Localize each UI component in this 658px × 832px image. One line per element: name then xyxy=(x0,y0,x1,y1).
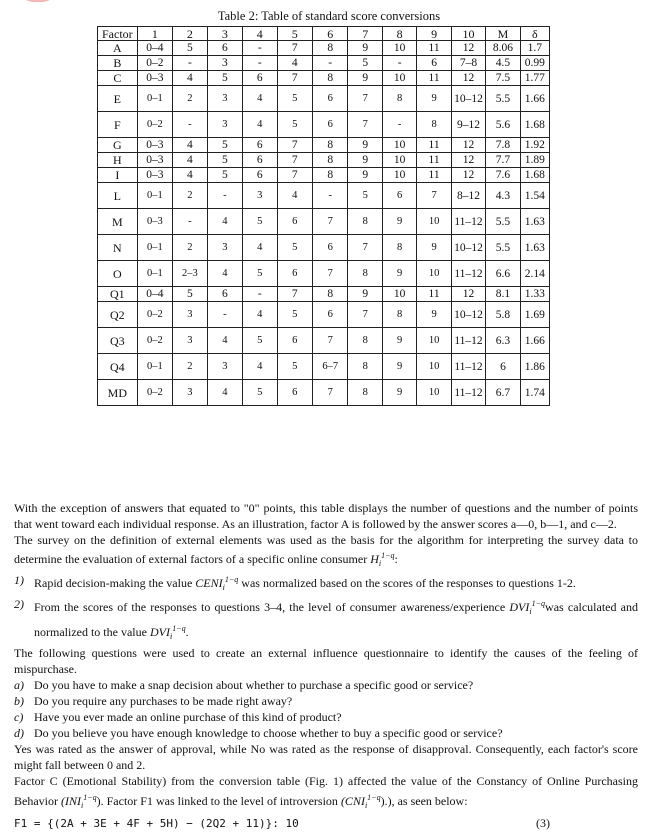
score-cell: 5 xyxy=(348,183,382,209)
score-cell: 9 xyxy=(382,380,416,406)
score-cell: 7 xyxy=(277,41,312,56)
score-cell: 8 xyxy=(312,287,347,302)
score-cell: 6 xyxy=(243,138,277,153)
score-cell: 2 xyxy=(173,86,207,112)
page-corner-decoration xyxy=(18,0,58,2)
score-cell: 11–12 xyxy=(451,380,485,406)
score-cell: 6 xyxy=(243,71,277,86)
score-cell: 5 xyxy=(277,235,312,261)
score-cell: 1.63 xyxy=(520,209,549,235)
score-cell: 7 xyxy=(348,86,382,112)
table-header-cell: 6 xyxy=(312,27,347,41)
table-header-cell: 2 xyxy=(173,27,207,41)
factor-cell: L xyxy=(98,183,138,209)
score-cell: 3 xyxy=(173,380,207,406)
score-cell: 5 xyxy=(348,56,382,71)
score-cell: 0–1 xyxy=(137,235,172,261)
score-cell: 0–2 xyxy=(137,56,172,71)
score-cell: 7 xyxy=(348,235,382,261)
score-cell: 6 xyxy=(382,183,416,209)
factor-cell: A xyxy=(98,41,138,56)
score-cell: 5.6 xyxy=(486,112,520,138)
score-cell: 5 xyxy=(243,328,277,354)
factor-cell: MD xyxy=(98,380,138,406)
score-cell: 5 xyxy=(207,71,242,86)
list-item-1: 1) Rapid decision-making the value $CENI_i^{1-q}$ was normalized based on the scores of the responses to questions 1-2. xyxy=(14,573,576,593)
table-row xyxy=(98,354,550,380)
score-cell: 7 xyxy=(312,380,347,406)
table-header-cell: 5 xyxy=(277,27,312,41)
score-cell: 8.06 xyxy=(486,41,520,56)
score-cell: 1.33 xyxy=(520,287,549,302)
score-cell: 9 xyxy=(382,261,416,287)
score-cell: 7 xyxy=(277,138,312,153)
score-cell: 11 xyxy=(417,287,451,302)
score-cell: 2 xyxy=(173,183,207,209)
score-cell: - xyxy=(243,287,277,302)
factor-cell: B xyxy=(98,56,138,71)
score-cell: 0–2 xyxy=(137,112,172,138)
score-cell: 10–12 xyxy=(451,302,485,328)
score-cell: 11 xyxy=(417,41,451,56)
score-cell: 5 xyxy=(207,153,242,168)
score-cell: 12 xyxy=(451,287,485,302)
score-cell: 4 xyxy=(243,112,277,138)
score-cell: 0–3 xyxy=(137,71,172,86)
score-cell: 12 xyxy=(451,138,485,153)
score-cell: 7 xyxy=(312,261,347,287)
table-row xyxy=(98,380,550,406)
score-cell: 9 xyxy=(348,41,382,56)
score-cell: 4 xyxy=(243,235,277,261)
score-cell: 6.3 xyxy=(486,328,520,354)
score-cell: 8 xyxy=(382,86,416,112)
score-cell: 4 xyxy=(277,56,312,71)
score-cell: 9 xyxy=(348,153,382,168)
score-cell: 0–2 xyxy=(137,328,172,354)
score-cell: 8 xyxy=(348,261,382,287)
score-cell: 9 xyxy=(382,354,416,380)
table-caption: Table 2: Table of standard score conversions xyxy=(217,9,441,23)
score-cell: 7 xyxy=(312,328,347,354)
score-cell: 1.69 xyxy=(520,302,549,328)
score-cell: 6 xyxy=(277,209,312,235)
score-cell: 5.5 xyxy=(486,209,520,235)
question-c: c) Have you ever made an online purchase of this kind of product? xyxy=(14,710,342,725)
formula-line xyxy=(14,815,638,832)
score-cell: 4 xyxy=(173,153,207,168)
table-row xyxy=(98,302,550,328)
score-cell: 10 xyxy=(417,380,451,406)
factor-cell: H xyxy=(98,153,138,168)
score-cell: 6 xyxy=(312,86,347,112)
score-cell: 4 xyxy=(207,328,242,354)
score-cell: 6–7 xyxy=(312,354,347,380)
score-cell: 0–3 xyxy=(137,153,172,168)
score-cell: 7 xyxy=(277,153,312,168)
score-cell: 11–12 xyxy=(451,354,485,380)
factor-cell: O xyxy=(98,261,138,287)
table-header-cell: 3 xyxy=(207,27,242,41)
score-cell: 3 xyxy=(207,354,242,380)
score-cell: 1.89 xyxy=(520,153,549,168)
score-cell: 9 xyxy=(348,138,382,153)
score-cell: 6 xyxy=(417,56,451,71)
score-cell: 11–12 xyxy=(451,261,485,287)
score-cell: 1.66 xyxy=(520,86,549,112)
score-cell: 7 xyxy=(277,168,312,183)
paragraph-scoring: Yes was rated as the answer of approval, while No was rated as the response of disapproval. Consequently, each factor's score might fall between 0 and 2. xyxy=(14,742,638,773)
score-cell: 2 xyxy=(173,354,207,380)
score-cell: 8 xyxy=(348,354,382,380)
score-cell: 5.5 xyxy=(486,86,520,112)
score-cell: 6 xyxy=(486,354,520,380)
table-row xyxy=(98,71,550,86)
score-cell: 0–4 xyxy=(137,287,172,302)
symbol-h-sup: 1−q xyxy=(381,551,395,561)
score-cell: 8 xyxy=(382,302,416,328)
score-cell: 10 xyxy=(417,354,451,380)
score-cell: 4 xyxy=(243,354,277,380)
score-cell: 6.6 xyxy=(486,261,520,287)
score-cell: 6 xyxy=(277,261,312,287)
score-cell: 5 xyxy=(277,112,312,138)
factor-cell: E xyxy=(98,86,138,112)
score-cell: 8–12 xyxy=(451,183,485,209)
score-cell: 10 xyxy=(417,328,451,354)
score-cell: 5 xyxy=(243,209,277,235)
table-header-cell: 10 xyxy=(451,27,485,41)
score-cell: 0–2 xyxy=(137,380,172,406)
score-cell: 5 xyxy=(277,302,312,328)
score-cell: 3 xyxy=(173,302,207,328)
score-cell: 3 xyxy=(207,112,242,138)
table-row xyxy=(98,287,550,302)
table-row xyxy=(98,41,550,56)
score-cell: 6 xyxy=(207,41,242,56)
score-cell: 6 xyxy=(207,287,242,302)
table-row xyxy=(98,209,550,235)
score-cell: 10–12 xyxy=(451,235,485,261)
score-cell: - xyxy=(312,56,347,71)
score-cell: 1.66 xyxy=(520,328,549,354)
score-cell: 0–1 xyxy=(137,354,172,380)
score-cell: 5 xyxy=(277,86,312,112)
score-conversion-table xyxy=(97,26,550,406)
table-row xyxy=(98,153,550,168)
score-cell: 7 xyxy=(277,71,312,86)
score-cell: 12 xyxy=(451,41,485,56)
score-cell: 2–3 xyxy=(173,261,207,287)
table-header-cell: M xyxy=(486,27,520,41)
score-cell: 7 xyxy=(277,287,312,302)
score-cell: 0–4 xyxy=(137,41,172,56)
score-cell: 9 xyxy=(417,235,451,261)
score-cell: 0.99 xyxy=(520,56,549,71)
score-cell: 7 xyxy=(417,183,451,209)
table-header-cell: 1 xyxy=(137,27,172,41)
score-cell: 1.86 xyxy=(520,354,549,380)
score-cell: 9 xyxy=(348,287,382,302)
score-cell: 5 xyxy=(207,138,242,153)
table-row xyxy=(98,138,550,153)
score-cell: 5.5 xyxy=(486,235,520,261)
score-cell: 11 xyxy=(417,168,451,183)
factor-cell: N xyxy=(98,235,138,261)
table-row xyxy=(98,112,550,138)
factor-cell: M xyxy=(98,209,138,235)
score-cell: 1.63 xyxy=(520,235,549,261)
score-cell: 7.5 xyxy=(486,71,520,86)
score-cell: 5 xyxy=(173,287,207,302)
score-cell: 10 xyxy=(417,209,451,235)
score-cell: - xyxy=(173,56,207,71)
score-cell: 10 xyxy=(417,261,451,287)
score-cell: 8.1 xyxy=(486,287,520,302)
score-cell: 8 xyxy=(348,328,382,354)
score-cell: 3 xyxy=(173,328,207,354)
score-cell: - xyxy=(243,41,277,56)
factor-cell: F xyxy=(98,112,138,138)
paragraph-table-explanation: With the exception of answers that equated to "0" points, this table displays the number of questions and the number of points that went toward each individual response. As an illustration, factor A is followed by the answer scores a—0, b—1, and c—2. xyxy=(14,501,638,532)
formula-f1: F1 = {(2A + 3E + 4F + 5H) − (2Q2 + 11)}: 10 xyxy=(14,816,299,830)
score-cell: 11–12 xyxy=(451,328,485,354)
table-row xyxy=(98,168,550,183)
score-cell: 4 xyxy=(207,261,242,287)
score-cell: 6 xyxy=(243,153,277,168)
score-cell: 4 xyxy=(173,71,207,86)
score-cell: 2.14 xyxy=(520,261,549,287)
table-row xyxy=(98,56,550,71)
score-cell: 0–1 xyxy=(137,86,172,112)
table-row xyxy=(98,235,550,261)
table-row xyxy=(98,261,550,287)
formula-number: (3) xyxy=(536,815,550,830)
paragraph-questionnaire: The following questions were used to create an external influence questionnaire to identify the causes of the feeling of mispurchase. xyxy=(14,645,638,676)
score-cell: 5.8 xyxy=(486,302,520,328)
score-cell: 2 xyxy=(173,235,207,261)
paragraph-factor-c: Factor C (Emotional Stability) from the conversion table (Fig. 1) affected the value of the Constancy of Online Purchasing Behavior $(INI_i^{1-q})$. Factor F1 was linked to the level of introversion $(CNI_i^{1-q})$.), as seen below: xyxy=(14,774,638,810)
score-cell: 5 xyxy=(277,354,312,380)
score-cell: 11 xyxy=(417,153,451,168)
score-cell: 0–3 xyxy=(137,168,172,183)
score-cell: 12 xyxy=(451,168,485,183)
score-cell: 0–2 xyxy=(137,302,172,328)
score-cell: 9 xyxy=(382,209,416,235)
score-cell: - xyxy=(207,302,242,328)
score-cell: 5 xyxy=(243,261,277,287)
score-cell: 6 xyxy=(277,380,312,406)
factor-cell: Q4 xyxy=(98,354,138,380)
score-cell: 10 xyxy=(382,287,416,302)
score-cell: 4 xyxy=(243,86,277,112)
factor-cell: Q2 xyxy=(98,302,138,328)
factor-cell: C xyxy=(98,71,138,86)
score-cell: 8 xyxy=(312,41,347,56)
score-cell: 5 xyxy=(243,380,277,406)
score-cell: - xyxy=(207,183,242,209)
question-a: a) Do you have to make a snap decision about whether to purchase a specific good or service? xyxy=(14,677,474,692)
score-cell: 8 xyxy=(417,112,451,138)
score-cell: 11 xyxy=(417,138,451,153)
score-cell: 1.7 xyxy=(520,41,549,56)
table-header-cell: Factor xyxy=(98,27,138,41)
factor-cell: Q3 xyxy=(98,328,138,354)
score-cell: 0–1 xyxy=(137,183,172,209)
score-cell: 11 xyxy=(417,71,451,86)
score-cell: 3 xyxy=(207,86,242,112)
score-cell: 9 xyxy=(417,302,451,328)
score-cell: 1.74 xyxy=(520,380,549,406)
score-cell: - xyxy=(173,209,207,235)
score-cell: 4 xyxy=(173,168,207,183)
score-cell: 4 xyxy=(243,302,277,328)
score-cell: 8 xyxy=(312,153,347,168)
score-cell: 8 xyxy=(348,380,382,406)
score-cell: 1.54 xyxy=(520,183,549,209)
score-cell: - xyxy=(382,112,416,138)
table-header-cell: 4 xyxy=(243,27,277,41)
score-cell: 12 xyxy=(451,153,485,168)
score-cell: 3 xyxy=(243,183,277,209)
score-cell: 7.8 xyxy=(486,138,520,153)
score-cell: 10 xyxy=(382,71,416,86)
score-cell: - xyxy=(312,183,347,209)
score-cell: 6 xyxy=(312,235,347,261)
list-item-2: 2) From the scores of the responses to questions 3–4, the level of consumer awareness/experience $DVI_i^{1-q}was$ calculated and normalized to the value $DVI_i^{1-q}$. xyxy=(14,597,639,641)
score-cell: 4 xyxy=(207,209,242,235)
table-row xyxy=(98,328,550,354)
score-cell: 1.77 xyxy=(520,71,549,86)
score-cell: 6 xyxy=(312,302,347,328)
score-cell: 8 xyxy=(312,168,347,183)
score-cell: 8 xyxy=(348,209,382,235)
table-row xyxy=(98,183,550,209)
score-cell: - xyxy=(173,112,207,138)
paragraph-algorithm: The survey on the definition of external elements was used as the basis for the algorithm for interpreting the survey data to determine the evaluation of external factors of a specific online consumer $H_i^{1-q}$: xyxy=(14,533,638,569)
table-header-cell: 7 xyxy=(348,27,382,41)
score-cell: 6 xyxy=(277,328,312,354)
score-cell: 9–12 xyxy=(451,112,485,138)
table-header-cell: 9 xyxy=(417,27,451,41)
symbol-h-sub: i xyxy=(378,559,382,569)
score-cell: 0–1 xyxy=(137,261,172,287)
question-d: d) Do you believe you have enough knowledge to choose whether to buy a specific good or service? xyxy=(14,726,503,741)
table-header-row xyxy=(98,27,550,41)
score-cell: 4 xyxy=(207,380,242,406)
score-cell: 1.68 xyxy=(520,112,549,138)
score-cell: 8 xyxy=(312,71,347,86)
score-cell: 4 xyxy=(173,138,207,153)
factor-cell: Q1 xyxy=(98,287,138,302)
score-cell: 12 xyxy=(451,71,485,86)
factor-cell: I xyxy=(98,168,138,183)
score-cell: 9 xyxy=(417,86,451,112)
score-cell: 7.6 xyxy=(486,168,520,183)
score-cell: 4.3 xyxy=(486,183,520,209)
score-cell: - xyxy=(382,56,416,71)
factor-cell: G xyxy=(98,138,138,153)
score-cell: 1.92 xyxy=(520,138,549,153)
score-cell: 11–12 xyxy=(451,209,485,235)
score-cell: 4 xyxy=(277,183,312,209)
score-cell: 4.5 xyxy=(486,56,520,71)
score-cell: 8 xyxy=(312,138,347,153)
score-cell: 6.7 xyxy=(486,380,520,406)
score-cell: 1.68 xyxy=(520,168,549,183)
score-cell: 7 xyxy=(312,209,347,235)
score-cell: 10 xyxy=(382,153,416,168)
score-cell: 10 xyxy=(382,168,416,183)
score-cell: 7–8 xyxy=(451,56,485,71)
score-cell: 7 xyxy=(348,112,382,138)
question-b: b) Do you require any purchases to be made right away? xyxy=(14,693,293,708)
score-cell: - xyxy=(243,56,277,71)
score-cell: 0–3 xyxy=(137,209,172,235)
score-cell: 10 xyxy=(382,41,416,56)
score-cell: 9 xyxy=(382,328,416,354)
score-cell: 5 xyxy=(207,168,242,183)
score-cell: 8 xyxy=(382,235,416,261)
score-cell: 10–12 xyxy=(451,86,485,112)
score-cell: 10 xyxy=(382,138,416,153)
score-cell: 7.7 xyxy=(486,153,520,168)
table-row xyxy=(98,86,550,112)
score-cell: 3 xyxy=(207,56,242,71)
score-cell: 0–3 xyxy=(137,138,172,153)
score-cell: 6 xyxy=(243,168,277,183)
score-cell: 9 xyxy=(348,71,382,86)
table-header-cell: 8 xyxy=(382,27,416,41)
score-cell: 6 xyxy=(312,112,347,138)
table-header-cell: δ xyxy=(520,27,549,41)
score-cell: 7 xyxy=(348,302,382,328)
score-cell: 5 xyxy=(173,41,207,56)
score-cell: 9 xyxy=(348,168,382,183)
score-cell: 3 xyxy=(207,235,242,261)
symbol-h: H xyxy=(370,552,379,567)
